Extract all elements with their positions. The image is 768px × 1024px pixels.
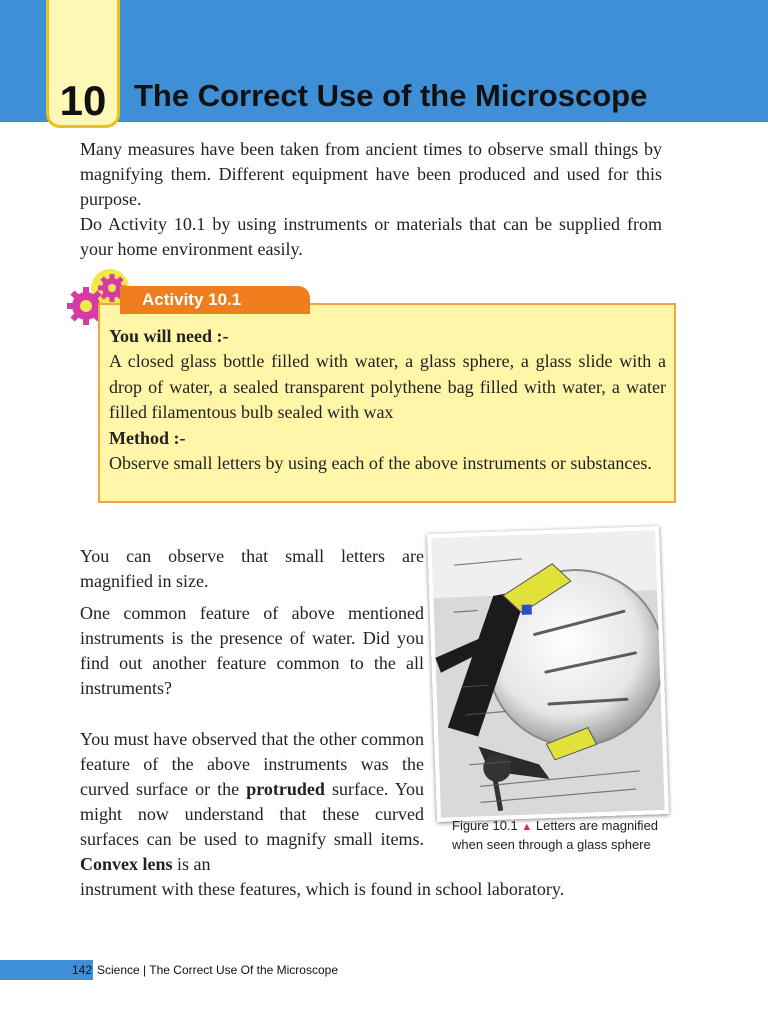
body-paragraph-3 — [80, 727, 424, 877]
arrow-up-icon: ▲ — [521, 821, 533, 833]
footer — [0, 960, 768, 980]
intro-paragraph-2: Do Activity 10.1 by using instruments or materials that can be supplied from your home environment easily. — [80, 214, 662, 259]
figure-number: Figure 10.1 — [452, 818, 518, 833]
footer-text: Science | The Correct Use Of the Microscope — [97, 963, 338, 977]
body-paragraph-1: You can observe that small letters are magnified in size. — [80, 546, 424, 591]
method-text: Observe small letters by using each of the above instruments or substances. — [109, 453, 652, 474]
figure-caption — [452, 817, 682, 853]
body-paragraph-2: One common feature of above mentioned instruments is the presence of water. Did you find out another feature common to the all instruments? — [80, 603, 424, 698]
method-heading: Method :- — [109, 427, 186, 448]
activity-box — [98, 303, 676, 503]
body-paragraph-3-part3: is an — [177, 854, 211, 874]
protruded-term: protruded — [246, 779, 325, 799]
intro-paragraph-1: Many measures have been taken from ancient times to observe small things by magnifying them. Different equipment have been produced and used for this purpose. — [80, 139, 662, 209]
chapter-number: 10 — [59, 77, 107, 124]
need-text: A closed glass bottle filled with water, a glass sphere, a glass slide with a drop of water, a sealed transparent polythene bag filled with water, a water filled filamentous bulb sealed with wax — [109, 351, 666, 423]
body-paragraph-3-part1: You must have observed that the other common feature of the above instruments was the curved surface or the — [80, 729, 424, 799]
page-number: 142 — [71, 963, 92, 977]
figure-caption-text: Letters are magnified when seen through a glass sphere — [452, 818, 659, 852]
chapter-title: The Correct Use of the Microscope — [134, 78, 648, 113]
glass-sphere-photo — [427, 526, 669, 822]
body-paragraph-3-part2: surface. You might now understand that these curved surfaces can be used to magnify small items. — [80, 779, 425, 849]
convex-lens-term: Convex lens — [80, 854, 173, 874]
body-paragraph-3-last-line: instrument with these features, which is found in school laboratory. — [80, 879, 565, 899]
need-heading: You will need :- — [109, 326, 229, 346]
activity-label: Activity 10.1 — [120, 286, 310, 314]
